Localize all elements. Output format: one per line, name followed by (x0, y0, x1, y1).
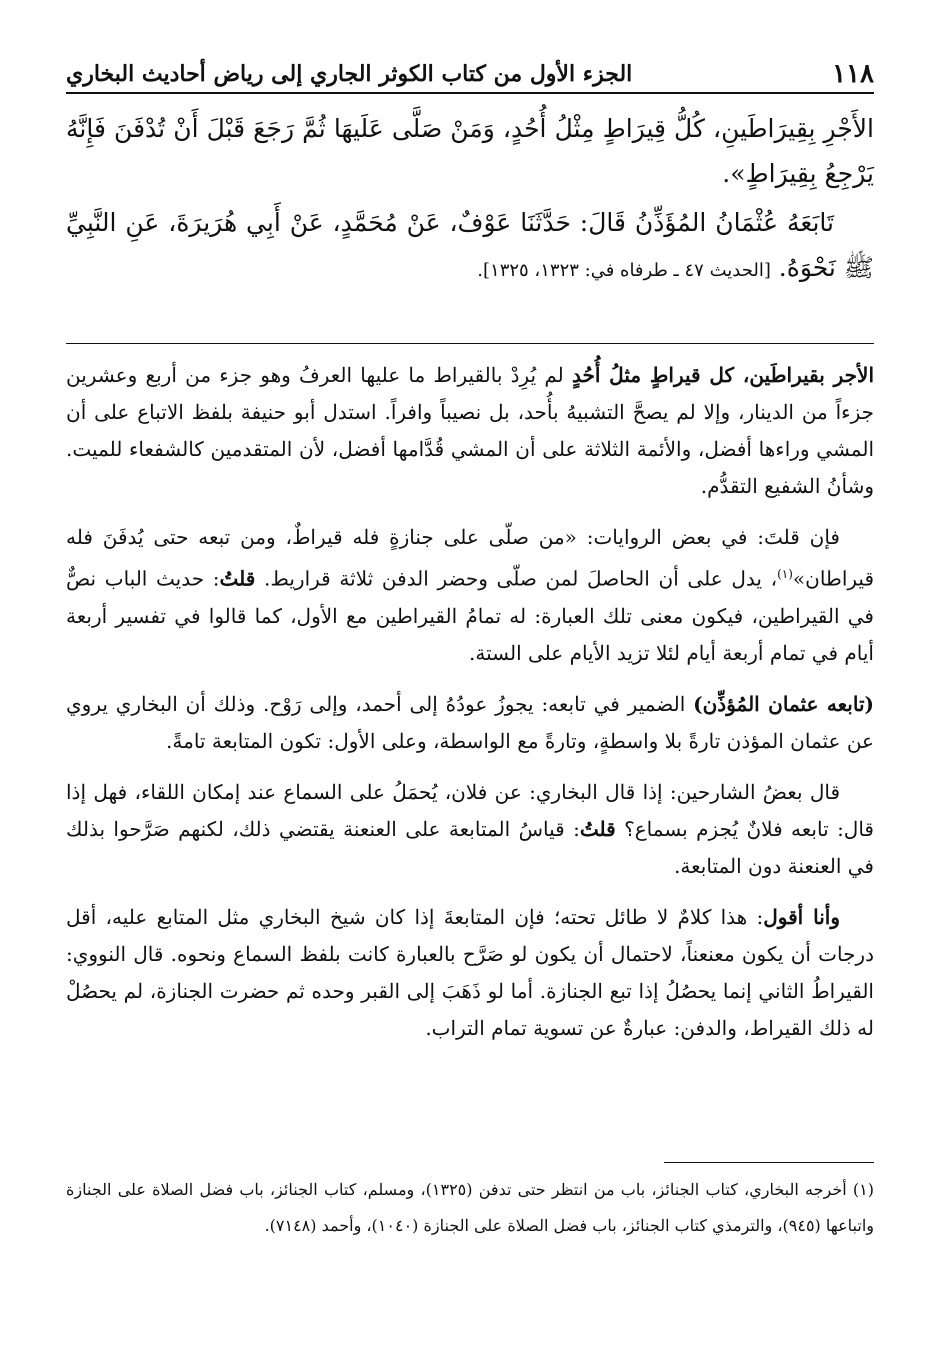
commentary-lemma: الأجر بقيراطَين، كل قيراطٍ مثلُ أُحُدٍ (571, 363, 874, 387)
commentary-paragraph (66, 519, 874, 672)
commentary-text: : هذا كلامٌ لا طائل تحته؛ فإن المتابعةَ إذا كان شيخ البخاري مثل المتابع عليه، أقل درجات أن يكون معنعناً، لاحتمال أن يكون لو صَرَّح بالعبارة كانت بلفظ السماع ونحوه. قال النووي: القيراطُ الثاني إنما يحصُلُ إذا تبع الجنازة. أما لو ذَهَبَ إلى القبر وحده ثم حضرت الجنازة، لم يحصُلْ له ذلك القيراط، والدفن: عبارةٌ عن تسوية تمام التراب. (66, 904, 874, 1040)
hadith-continuation: الأَجْرِ بِقِيرَاطَينِ، كُلُّ قِيرَاطٍ مِثْلُ أُحُدٍ، وَمَنْ صَلَّى عَلَيهَا ثُمَّ رَجَعَ قَبْلَ أَنْ تُدْفَنَ فَإِنَّهُ يَرْجِعُ بِقِيرَاطٍ». (66, 114, 874, 188)
commentary-paragraph (66, 774, 874, 885)
running-title: الجزء الأول من كتاب الكوثر الجاري إلى رياض أحاديث البخاري (66, 61, 633, 87)
footnote: (١) أخرجه البخاري، كتاب الجنائز، باب من انتظر حتى تدفن (١٣٢٥)، ومسلم، كتاب الجنائز، باب فضل الصلاة على الجنازة واتباعها (٩٤٥)، والترمذي كتاب الجنائز، باب فضل الصلاة على الجنازة (١٠٤٠)، وأحمد (٧١٤٨). (66, 1180, 875, 1235)
commentary-text: ، يدل على أن الحاصلَ لمن صلّى وحضر الدفن ثلاثة قراريط. (255, 566, 778, 591)
commentary-text: فإن قلتَ: في بعض الروايات: «من صلّى على جنازةٍ فله قيراطٌ، ومن تبعه حتى يُدفَنَ فله قيراطان» (66, 525, 875, 591)
commentary-paragraph (66, 686, 874, 760)
footnote-divider (664, 1162, 874, 1163)
page-header (66, 56, 874, 94)
footnote-marker[interactable]: (١) (777, 567, 793, 581)
footnotes (66, 1172, 874, 1244)
hadith-tabaa-text: تَابَعَهُ عُثْمَانُ المُؤَذِّنُ قَالَ: حَدَّثَنَا عَوْفٌ، عَنْ مُحَمَّدٍ، عَنْ أَبِي هُرَيرَةَ، عَنِ النَّبِيِّ ﷺ نَحْوَهُ. (66, 208, 874, 282)
commentary-text: : قياسُ المتابعة على العنعنة يقتضي ذلك، لكنهم صَرَّحوا بذلك في العنعنة دون المتابعة. (66, 816, 874, 878)
commentary-lemma: (تابعه عثمان المُؤذِّن) (693, 691, 874, 716)
commentary-lemma: قلتُ (579, 816, 616, 841)
page-number: ١١٨ (832, 59, 874, 89)
commentary (66, 357, 874, 1061)
commentary-text: لم يُرِدْ بالقيراط ما عليها العرفُ وهو جزء من أربع وعشرين جزءاً من الدينار، وإلا لم يصحَّ التشبيهُ بأُحد، بل نصيباً وافراً. استدل أبو حنيفة بلفظ الاتباع على أن المشي وراءها أفضل، والأئمة الثلاثة على أن المشي قُدَّامها أفضل، لأن المتقدمين كالشفعاء للميت. وشأنُ الشفيع التقدُّم. (66, 363, 874, 498)
commentary-paragraph (66, 899, 874, 1047)
hadith-reference: [الحديث ٤٧ ـ طرفاه في: ١٣٢٣، ١٣٢٥]. (477, 260, 771, 281)
commentary-text: الضمير في تابعه: يجوزُ عودُهُ إلى أحمد، وإلى رَوْح. وذلك أن البخاري يروي عن عثمان المؤذن تارةً بلا واسطةٍ، وتارةً مع الواسطة، وعلى الأول: تكون المتابعة تامةً. (66, 691, 874, 753)
commentary-text: : حديث الباب نصٌّ في القيراطين، فيكون معنى تلك العبارة: له تمامُ القيراطين مع الأول، كما قالوا في تفسير أربعة أيام في تمام أربعة أيام لئلا تزيد الأيام على الستة. (66, 566, 874, 665)
hadith-tabaa (66, 200, 874, 293)
commentary-lemma: وأنا أقول (763, 904, 840, 929)
commentary-text: قال بعضُ الشارحين: إذا قال البخاري: عن فلان، يُحمَلُ على السماع عند إمكان اللقاء، فهل إذا قال: تابعه فلانٌ يُجزم بسماع؟ (66, 779, 874, 841)
hadith-text (66, 106, 874, 293)
commentary-paragraph (66, 357, 874, 505)
section-divider (66, 343, 874, 344)
commentary-lemma: قلتُ (219, 566, 256, 591)
